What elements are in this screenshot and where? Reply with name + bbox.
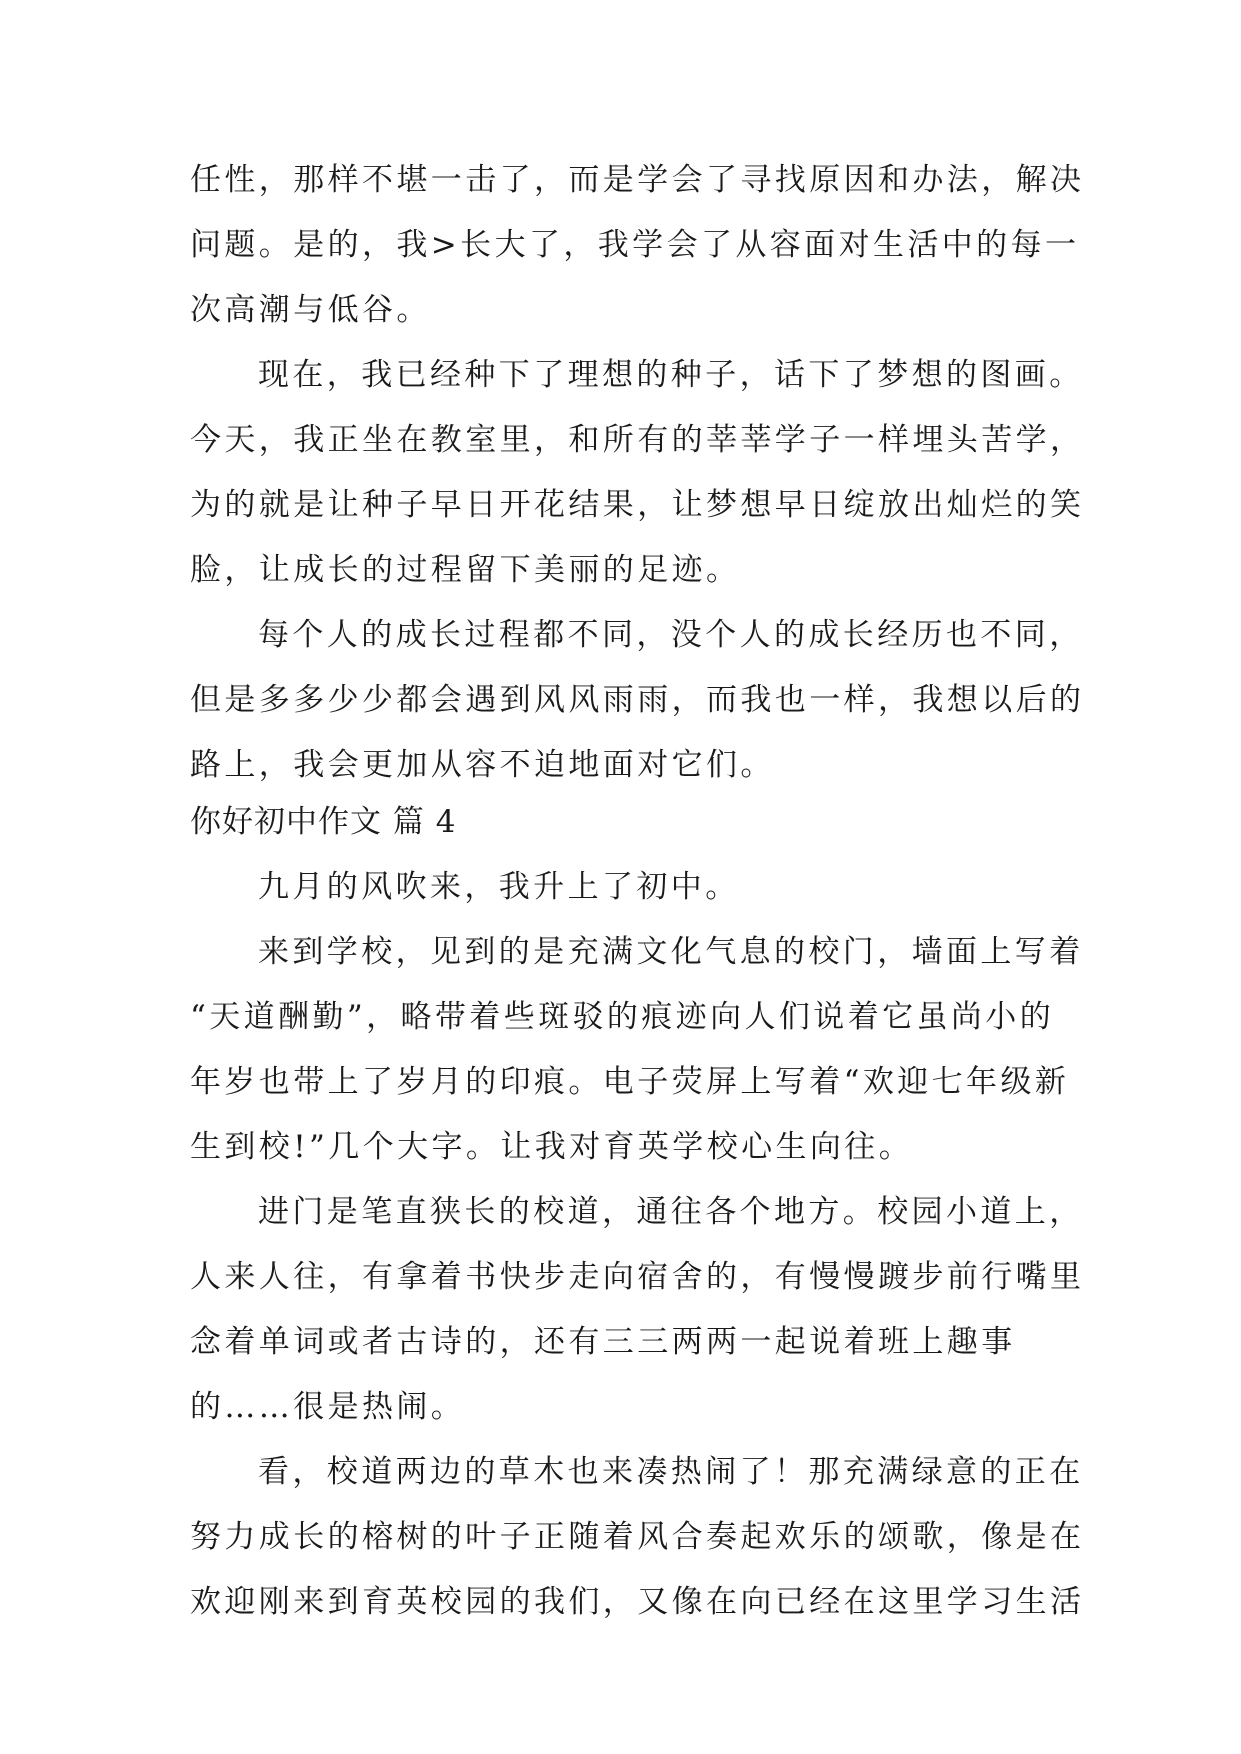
- text-line: 年岁也带上了岁月的印痕。电子荧屏上写着“欢迎七年级新: [190, 1064, 1070, 1100]
- text-line: 看，校道两边的草木也来凑热闹了！那充满绿意的正在: [258, 1454, 1084, 1490]
- text-line: 问题。是的，我>长大了，我学会了从容面对生活中的每一: [190, 227, 1080, 263]
- text-line: 现在，我已经种下了理想的种子，话下了梦想的图画。: [258, 357, 1084, 393]
- text-line: 九月的风吹来，我升上了初中。: [258, 869, 740, 905]
- paragraph: [190, 1440, 1085, 1635]
- paragraph: [190, 148, 1085, 343]
- text-line: “天道酬勤”，略带着些斑驳的痕迹向人们说着它虽尚小的: [190, 999, 1055, 1035]
- section-title: 你好初中作文 篇 4: [190, 804, 457, 840]
- text-line: 努力成长的榕树的叶子正随着风合奏起欢乐的颂歌，像是在: [190, 1519, 1085, 1555]
- text-line: 生到校!”几个大字。让我对育英学校心生向往。: [190, 1129, 914, 1165]
- text-line: 每个人的成长过程都不同，没个人的成长经历也不同，: [258, 617, 1084, 653]
- text-line: 路上，我会更加从容不迫地面对它们。: [190, 747, 775, 783]
- text-line: 人来人往，有拿着书快步走向宿舍的，有慢慢踱步前行嘴里: [190, 1259, 1085, 1295]
- text-line: 的……很是热闹。: [190, 1389, 466, 1425]
- paragraph: [190, 920, 1084, 1180]
- essay-continuation: [190, 148, 1085, 798]
- text-line: 脸，让成长的过程留下美丽的足迹。: [190, 552, 741, 588]
- text-line: 为的就是让种子早日开花结果，让梦想早日绽放出灿烂的笑: [190, 487, 1085, 523]
- text-line: 欢迎刚来到育英校园的我们，又像在向已经在这里学习生活: [190, 1584, 1085, 1620]
- text-line: 但是多多少少都会遇到风风雨雨，而我也一样，我想以后的: [190, 682, 1085, 718]
- text-line: 任性，那样不堪一击了，而是学会了寻找原因和办法，解决: [190, 162, 1085, 198]
- paragraph: [190, 603, 1085, 798]
- text-line: 来到学校，见到的是充满文化气息的校门，墙面上写着: [258, 934, 1084, 970]
- text-line: 次高潮与低谷。: [190, 292, 431, 328]
- paragraph: [190, 1180, 1085, 1440]
- section-body: [190, 855, 1085, 1635]
- text-line: 进门是笔直狭长的校道，通往各个地方。校园小道上，: [258, 1194, 1084, 1230]
- essay-section-4: [190, 790, 1085, 1635]
- text-line: 今天，我正坐在教室里，和所有的莘莘学子一样埋头苦学，: [190, 422, 1085, 458]
- text-line: 念着单词或者古诗的，还有三三两两一起说着班上趣事: [190, 1324, 1016, 1360]
- paragraph: [190, 343, 1085, 603]
- paragraph: [190, 855, 1060, 920]
